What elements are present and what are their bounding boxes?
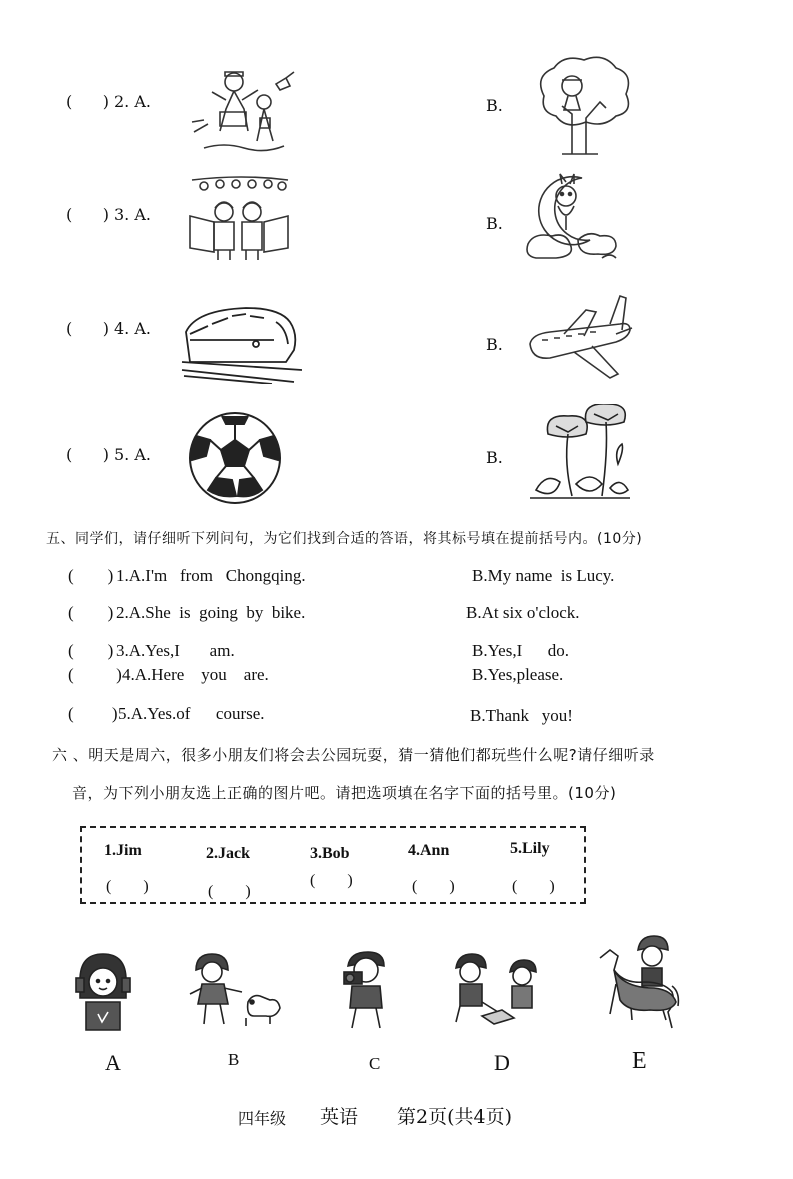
footer-subject: 英语	[320, 1106, 359, 1128]
names-box	[80, 826, 586, 904]
option-b-text: B.At six o'clock.	[466, 603, 580, 622]
option-letter-c: C	[369, 1054, 381, 1073]
section6-heading-line1: 六 、明天是周六，很多小朋友们将会去公园玩耍，猜一猜他们都玩些什么呢?请仔细听录	[52, 746, 655, 764]
option-b-label: B.	[486, 96, 503, 115]
question-number: 2. A.	[114, 92, 151, 111]
name-label-lily: 5.Lily	[510, 840, 550, 857]
answer-blank[interactable]: ( )	[412, 878, 455, 895]
option-b-label: B.	[486, 335, 503, 354]
option-a-text: 4.A.Here you are.	[122, 665, 269, 684]
footer-page-number: 第2页(共4页)	[397, 1106, 513, 1128]
answer-blank[interactable]: ( )	[208, 883, 251, 900]
option-b-text: B.My name is Lucy.	[472, 566, 615, 585]
option-letter-d: D	[494, 1050, 510, 1075]
answer-bracket[interactable]: ( )	[68, 603, 114, 622]
option-letter-e: E	[632, 1048, 647, 1074]
footer-grade: 四年级	[238, 1109, 287, 1128]
option-a-text: 5.A.Yes.of course.	[118, 704, 265, 723]
answer-bracket[interactable]: ( )	[68, 566, 114, 585]
morning-glory-flowers-image	[526, 404, 634, 504]
option-b-text: B.Yes,please.	[472, 665, 564, 684]
option-a-text: 1.A.I'm from Chongqing.	[116, 566, 306, 585]
option-b-text: B.Thank you!	[470, 706, 573, 725]
answer-blank[interactable]: ( )	[106, 878, 149, 895]
option-b-label: B.	[486, 214, 503, 233]
option-letter-a: A	[105, 1050, 121, 1075]
section5-heading: 五、同学们，请仔细听下列问句，为它们找到合适的答语，将其标号填在提前括号内。(10分)	[46, 531, 643, 547]
kids-playing-chess-image	[448, 952, 544, 1030]
question-number: 3. A.	[114, 205, 151, 224]
answer-bracket[interactable]: ( )	[68, 641, 114, 660]
kids-with-lanterns-image	[184, 172, 296, 268]
answer-bracket[interactable]: ( )	[66, 445, 109, 464]
answer-bracket[interactable]: ( )	[66, 205, 109, 224]
option-a-text: 3.A.Yes,I am.	[116, 641, 235, 660]
name-label-jim: 1.Jim	[104, 842, 142, 859]
answer-bracket[interactable]: ( )	[68, 665, 122, 684]
option-a-text: 2.A.She is going by bike.	[116, 603, 306, 622]
name-label-ann: 4.Ann	[408, 842, 450, 859]
option-b-text: B.Yes,I do.	[472, 641, 569, 660]
football-image	[186, 410, 284, 506]
answer-blank[interactable]: ( )	[310, 872, 353, 889]
name-label-jack: 2.Jack	[206, 845, 250, 862]
answer-bracket[interactable]: ( )	[66, 319, 109, 338]
option-b-label: B.	[486, 448, 503, 467]
option-letter-b: B	[228, 1050, 240, 1069]
question-number: 5. A.	[114, 445, 151, 464]
answer-bracket[interactable]: ( )	[66, 92, 109, 111]
name-label-bob: 3.Bob	[310, 845, 350, 862]
question-number: 4. A.	[114, 319, 151, 338]
answer-blank[interactable]: ( )	[512, 878, 555, 895]
airplane-image	[524, 292, 636, 386]
train-image	[180, 296, 302, 384]
child-climbing-tree-image	[524, 56, 636, 156]
boy-with-camera-image	[334, 950, 398, 1032]
boy-riding-horse-image	[594, 934, 680, 1034]
answer-bracket[interactable]: ( )	[68, 704, 118, 723]
rabbit-moon-mooncake-image	[522, 170, 626, 266]
section6-heading-line2: 音，为下列小朋友选上正确的图片吧。请把选项填在名字下面的括号里。(10分)	[72, 784, 617, 802]
two-kids-flying-kite-image	[184, 62, 299, 154]
girl-walking-dog-image	[186, 952, 282, 1032]
girl-with-headphones-image	[72, 950, 134, 1036]
